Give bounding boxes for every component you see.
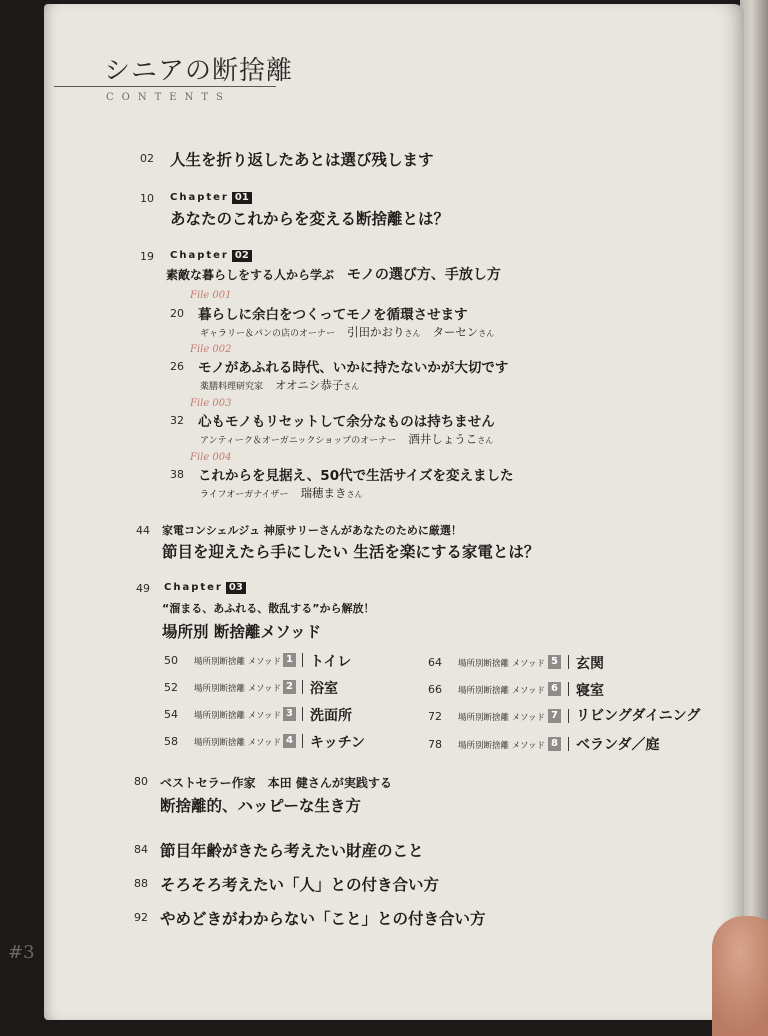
chapter-label — [170, 250, 252, 262]
method-number-box: 4 — [283, 734, 296, 748]
edge-page-mark: #3 — [8, 942, 35, 963]
entry-page-number: 32 — [170, 414, 184, 427]
entry-title: 節目を迎えたら手にしたい 生活を楽にする家電とは？ — [162, 543, 540, 561]
file-title: モノがあふれる時代、いかに持たないかが大切です — [198, 360, 509, 376]
method-title: 洗面所 — [310, 708, 352, 724]
chapter-title: 場所別 断捨離メソッド — [162, 623, 322, 641]
entry-title: やめどきがわからない「こと」との付き合い方 — [160, 910, 486, 928]
method-page-number: 52 — [164, 681, 178, 694]
file-label: File 002 — [190, 344, 232, 355]
entry-subtitle: ベストセラー作家 本田 健さんが実践する — [160, 776, 392, 790]
person-credit — [200, 431, 493, 447]
entry-subtitle: 家電コンシェルジュ 神原サリーさんがあなたのために厳選！ — [162, 524, 462, 537]
chapter-subtitle: “溜まる、あふれる、散乱する”から解放！ — [162, 602, 375, 615]
chapter-subtitle: 素敵な暮らしをする人から学ぶ — [166, 268, 335, 282]
method-prefix: 場所別断捨離 メソッド — [194, 657, 282, 667]
person-role: ライフオーガナイザー — [200, 490, 289, 500]
entry-title: 断捨離的、ハッピーな生き方 — [160, 797, 361, 815]
person-role: アンティーク＆オーガニックショップのオーナー — [200, 436, 397, 446]
method-prefix: 場所別断捨離 メソッド — [194, 684, 282, 694]
method-title: キッチン — [310, 735, 366, 751]
chapter-number-box: 03 — [226, 582, 246, 594]
person-credit — [200, 485, 363, 501]
person-role: ギャラリー＆パンの店のオーナー — [200, 329, 336, 339]
method-divider — [302, 653, 303, 667]
method-title: ベランダ／庭 — [576, 737, 660, 753]
method-page-number: 72 — [428, 710, 442, 723]
entry-title: 節目年齢がきたら考えたい財産のこと — [160, 842, 424, 860]
entry-page-number: 84 — [134, 843, 148, 856]
chapter-title: あなたのこれからを変える断捨離とは？ — [170, 210, 450, 228]
method-number-box: 3 — [283, 707, 296, 721]
method-title: 浴室 — [310, 681, 338, 697]
entry-page-number: 38 — [170, 468, 184, 481]
person-name: ターセン — [432, 325, 479, 339]
method-prefix: 場所別断捨離 メソッド — [458, 659, 546, 669]
entry-page-number: 26 — [170, 360, 184, 373]
title-rule — [54, 86, 276, 87]
chapter-number-box: 02 — [232, 250, 252, 262]
chapter-number-box: 01 — [232, 192, 252, 204]
method-page-number: 58 — [164, 735, 178, 748]
method-divider — [568, 709, 569, 723]
entry-page-number: 10 — [140, 192, 154, 205]
chapter-title: モノの選び方、手放し方 — [347, 267, 501, 283]
chapter-label — [164, 582, 246, 594]
method-number-box: 7 — [548, 709, 561, 723]
file-label: File 001 — [190, 290, 232, 301]
entry-page-number: 80 — [134, 775, 148, 788]
file-title: 心もモノもリセットして余分なものは持ちません — [198, 414, 495, 430]
method-number-box: 5 — [548, 655, 561, 669]
person-credit — [200, 377, 359, 393]
chapter-word: Chapter — [164, 582, 223, 593]
method-divider — [302, 707, 303, 721]
method-prefix: 場所別断捨離 メソッド — [194, 711, 282, 721]
chapter-word: Chapter — [170, 192, 229, 203]
name-suffix: さん — [404, 329, 421, 338]
method-title: トイレ — [310, 654, 352, 670]
person-name: 酒井しょうこ — [408, 432, 478, 446]
adjacent-page-edge — [740, 0, 768, 1024]
method-prefix: 場所別断捨離 メソッド — [458, 741, 546, 751]
method-prefix: 場所別断捨離 メソッド — [458, 713, 546, 723]
entry-page-number: 19 — [140, 250, 154, 263]
method-page-number: 64 — [428, 656, 442, 669]
entry-page-number: 02 — [140, 152, 154, 165]
entry-title: そろそろ考えたい「人」との付き合い方 — [160, 876, 440, 894]
method-page-number: 50 — [164, 654, 178, 667]
method-page-number: 54 — [164, 708, 178, 721]
file-title: これからを見据え、50代で生活サイズを変えました — [198, 468, 514, 484]
method-divider — [568, 682, 569, 696]
chapter-word: Chapter — [170, 250, 229, 261]
method-number-box: 2 — [283, 680, 296, 694]
book-title: シニアの断捨離 — [104, 56, 294, 86]
file-title: 暮らしに余白をつくってモノを循環させます — [198, 307, 468, 323]
entry-page-number: 88 — [134, 877, 148, 890]
method-number-box: 8 — [548, 737, 561, 751]
holding-thumb — [712, 916, 768, 1036]
file-label: File 004 — [190, 452, 232, 463]
person-role: 薬膳料理研究家 — [200, 382, 264, 392]
person-name: オオニシ恭子 — [275, 378, 344, 392]
entry-page-number: 44 — [136, 524, 150, 537]
name-suffix: さん — [343, 382, 360, 391]
method-prefix: 場所別断捨離 メソッド — [458, 686, 546, 696]
entry-title: 人生を折り返したあとは選び残します — [170, 151, 434, 169]
person-name: 瑞穂まき — [300, 486, 347, 500]
entry-page-number: 20 — [170, 307, 184, 320]
entry-page-number: 92 — [134, 911, 148, 924]
method-number-box: 6 — [548, 682, 561, 696]
method-page-number: 66 — [428, 683, 442, 696]
method-prefix: 場所別断捨離 メソッド — [194, 738, 282, 748]
method-title: 玄関 — [576, 656, 604, 672]
method-title: 寝室 — [576, 683, 604, 699]
method-divider — [302, 734, 303, 748]
file-label: File 003 — [190, 398, 232, 409]
method-number-box: 1 — [283, 653, 296, 667]
method-title: リビングダイニング — [576, 708, 701, 724]
person-credit — [200, 324, 494, 340]
method-page-number: 78 — [428, 738, 442, 751]
entry-page-number: 49 — [136, 582, 150, 595]
person-name: 引田かおり — [347, 325, 405, 339]
method-divider — [302, 680, 303, 694]
name-suffix: さん — [477, 436, 494, 445]
name-suffix: さん — [346, 490, 363, 499]
method-divider — [568, 655, 569, 669]
name-suffix: さん — [478, 329, 495, 338]
method-divider — [568, 737, 569, 751]
chapter-label — [170, 192, 252, 204]
contents-label: CONTENTS — [106, 92, 231, 103]
